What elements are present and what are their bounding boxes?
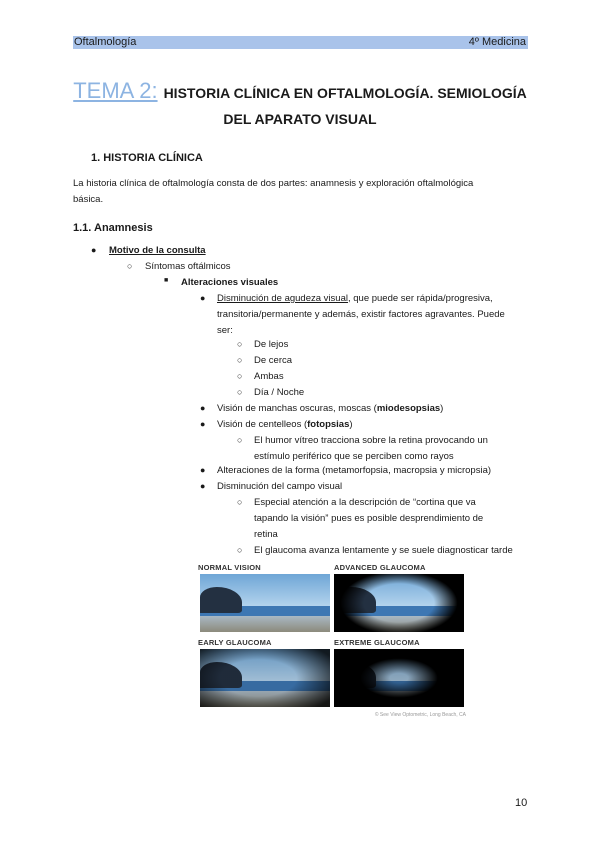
circle-bullet-icon: ○ — [237, 371, 243, 381]
paragraph-line: La historia clínica de oftalmología consta de dos partes: anamnesis y exploración oftalmológica — [73, 178, 474, 189]
list-item-cont: transitoria/permanente y además, existir factores agravantes. Puede — [217, 309, 505, 320]
fotopsias-term: fotopsias — [307, 419, 350, 430]
agudeza-term: Disminución de agudeza visual — [217, 293, 348, 304]
list-item-cont: tapando la visión” pues es posible desprendimiento de — [254, 513, 484, 524]
list-item-cont: retina — [254, 529, 278, 540]
figure-label: ADVANCED GLAUCOMA — [334, 563, 426, 572]
circle-bullet-icon: ○ — [237, 497, 243, 507]
page-title — [0, 78, 600, 104]
advanced-glaucoma-photo — [334, 574, 464, 632]
circle-bullet-icon: ○ — [237, 339, 243, 349]
early-glaucoma-photo — [200, 649, 330, 707]
title-text-line2: DEL APARATO VISUAL — [223, 111, 377, 127]
square-bullet-icon: ■ — [164, 277, 169, 284]
bullet-icon: ● — [200, 419, 206, 429]
tema-label: TEMA 2: — [73, 78, 158, 103]
list-item: Visión de centelleos (fotopsias) — [217, 419, 353, 430]
list-item: Visión de manchas oscuras, moscas (miodesopsias) — [217, 403, 444, 414]
header-course: 4º Medicina — [468, 36, 526, 48]
figure-label: EXTREME GLAUCOMA — [334, 638, 420, 647]
list-item: Alteraciones de la forma (metamorfopsia, macropsia y micropsia) — [217, 465, 492, 476]
circle-bullet-icon: ○ — [237, 355, 243, 365]
bullet-icon: ● — [200, 481, 206, 491]
agudeza-text: , que puede ser rápida/progresiva, — [347, 293, 493, 304]
paragraph-line: básica. — [73, 194, 104, 205]
circle-bullet-icon: ○ — [237, 435, 243, 445]
circle-bullet-icon: ○ — [127, 261, 133, 271]
list-item: Alteraciones visuales — [181, 277, 279, 288]
list-item: De lejos — [254, 339, 289, 350]
list-item: El glaucoma avanza lentamente y se suele diagnosticar tarde — [254, 545, 513, 556]
glaucoma-vision-figure — [198, 563, 466, 718]
normal-vision-photo — [200, 574, 330, 632]
bullet-icon: ● — [91, 245, 97, 255]
list-item: Síntomas oftálmicos — [145, 261, 231, 272]
figure-label: EARLY GLAUCOMA — [198, 638, 272, 647]
list-item — [217, 291, 493, 307]
bullet-icon: ● — [200, 293, 206, 303]
circle-bullet-icon: ○ — [237, 387, 243, 397]
bullet-icon: ● — [200, 465, 206, 475]
figure-credit: © See View Optometric, Long Beach, CA — [374, 712, 466, 718]
list-item: Día / Noche — [254, 387, 305, 398]
title-text: HISTORIA CLÍNICA EN OFTALMOLOGÍA. SEMIOLOGÍA — [163, 85, 527, 101]
subsection-heading: 1.1. Anamnesis — [73, 222, 153, 234]
figure-label: NORMAL VISION — [198, 563, 261, 572]
circle-bullet-icon: ○ — [237, 545, 243, 555]
header-subject: Oftalmología — [74, 36, 137, 48]
list-item-cont: ser: — [217, 325, 233, 336]
section-heading: 1. HISTORIA CLÍNICA — [91, 152, 203, 164]
extreme-glaucoma-photo — [334, 649, 464, 707]
miodesopsias-term: miodesopsias — [376, 403, 441, 414]
page-header — [73, 36, 528, 49]
list-item: El humor vítreo tracciona sobre la retina provocando un — [254, 435, 488, 446]
list-item: Motivo de la consulta — [109, 245, 206, 256]
list-item: De cerca — [254, 355, 293, 366]
bullet-icon: ● — [200, 403, 206, 413]
page-number: 10 — [515, 797, 528, 809]
list-item-cont: estímulo periférico que se perciben como rayos — [254, 451, 454, 462]
list-item: Especial atención a la descripción de “cortina que va — [254, 497, 476, 508]
list-item: Ambas — [254, 371, 284, 382]
list-item: Disminución del campo visual — [217, 481, 343, 492]
